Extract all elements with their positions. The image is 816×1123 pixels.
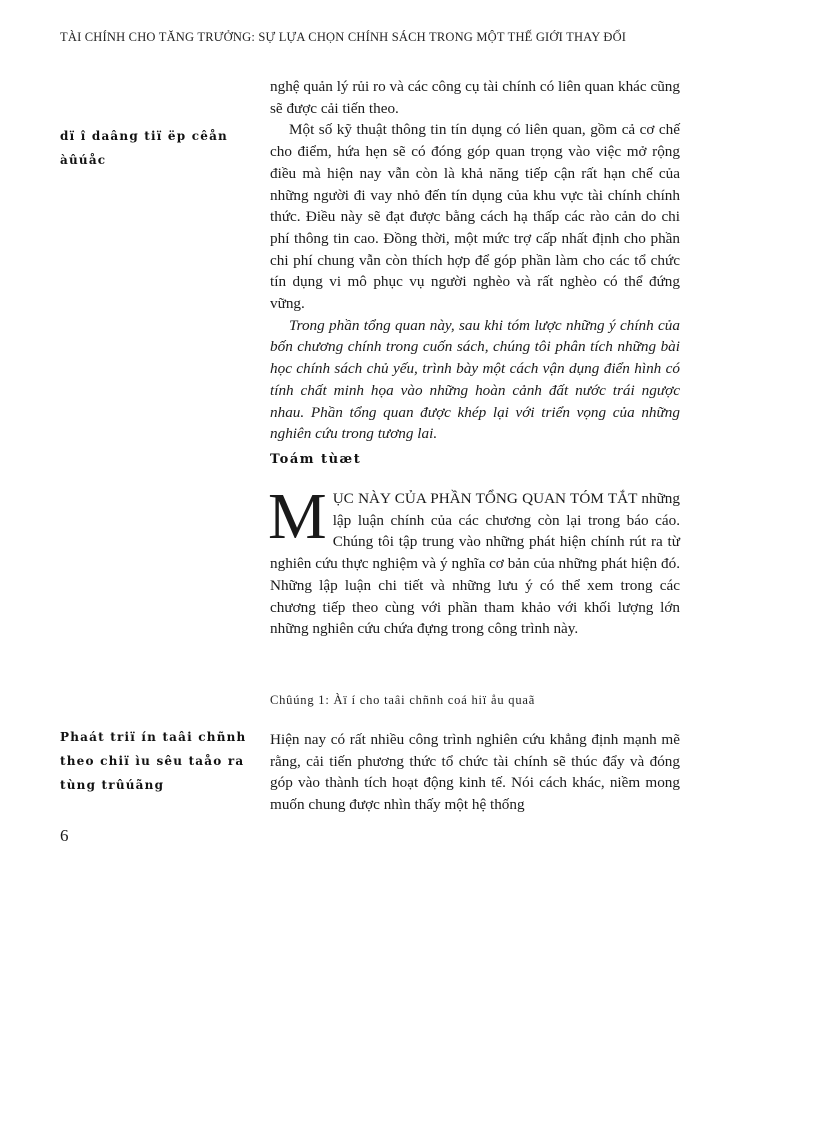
section-heading: Toám tùæt: [270, 452, 362, 467]
page-number: 6: [60, 826, 69, 845]
chapter-title: Chûúng 1: Àï í cho taâi chñnh coá hiï åu quaã: [270, 693, 536, 707]
summary-block: [268, 480, 680, 640]
margin-note-access: dï î daâng tiï ëp cêån àûúåc: [60, 129, 228, 167]
paragraph-3-italic: Trong phần tổng quan này, sau khi tóm lược những ý chính của bốn chương chính trong cuốn sách, chúng tôi phân tích những bài học chính sách chủ yếu, trình bày một cách vận dụng điển hình có tính chất minh họa vào những hoàn cảnh đất nước trái ngược nhau. Phần tổng quan được khép lại với triển vọng của những nghiên cứu trong tương lai.: [270, 316, 680, 443]
paragraph-4-text: những lập luận chính của các chương còn lại trong báo cáo. Chúng tôi tập trung vào những phát hiện chính rút ra từ nghiên cứu thực nghiệm và ý nghĩa cơ bản của những phát hiện đó. Những lập luận chi tiết và những lưu ý có thể xem trong các chương tiếp theo cùng với phần tham khảo với khối lượng lớn những nghiên cứu chứa đựng trong công trình này.: [270, 490, 680, 638]
running-head: TÀI CHÍNH CHO TĂNG TRƯỞNG: SỰ LỰA CHỌN CHÍNH SÁCH TRONG MỘT THẾ GIỚI THAY ĐỔI: [60, 30, 627, 44]
margin-note-growth: Phaát triï ín taâi chñnh theo chiï ìu sêu taåo ra tùng trûúãng: [60, 730, 247, 792]
drop-cap: M: [268, 480, 327, 553]
paragraph-1: nghệ quản lý rủi ro và các công cụ tài chính có liên quan khác cũng sẽ được cải tiến theo.: [270, 78, 680, 117]
paragraph-2: Một số kỹ thuật thông tin tín dụng có liên quan, gồm cả cơ chế cho điểm, hứa hẹn sẽ có đóng góp quan trọng vào việc mở rộng điều mà hiện nay vẫn còn là khả năng tiếp cận rất hạn chế của những người đi vay nhỏ đến tín dụng của khu vực tài chính chính thức. Điều này sẽ đạt được bằng cách hạ thấp các rào cản do chi phí thông tin cao. Đồng thời, một mức trợ cấp nhất định cho phần chi phí chung vẫn còn thích hợp để góp phần làm cho các tổ chức tín dụng vi mô phục vụ người nghèo và rất nghèo có thể đứng vững.: [270, 121, 680, 313]
body-column-top: [270, 76, 680, 445]
body-column-bottom: [270, 729, 680, 816]
paragraph-5: Hiện nay có rất nhiều công trình nghiên cứu khẳng định mạnh mẽ rằng, cải tiến phương thức tổ chức tài chính sẽ thúc đẩy và đóng góp vào thành tích hoạt động kinh tế. Nói cách khác, niềm mong muốn chung được nhìn thấy một hệ thống: [270, 731, 680, 814]
lead-in-caps: ỤC NÀY CỦA PHẦN TỔNG QUAN TÓM TẮT: [332, 490, 638, 507]
paragraph-4: [268, 480, 680, 640]
